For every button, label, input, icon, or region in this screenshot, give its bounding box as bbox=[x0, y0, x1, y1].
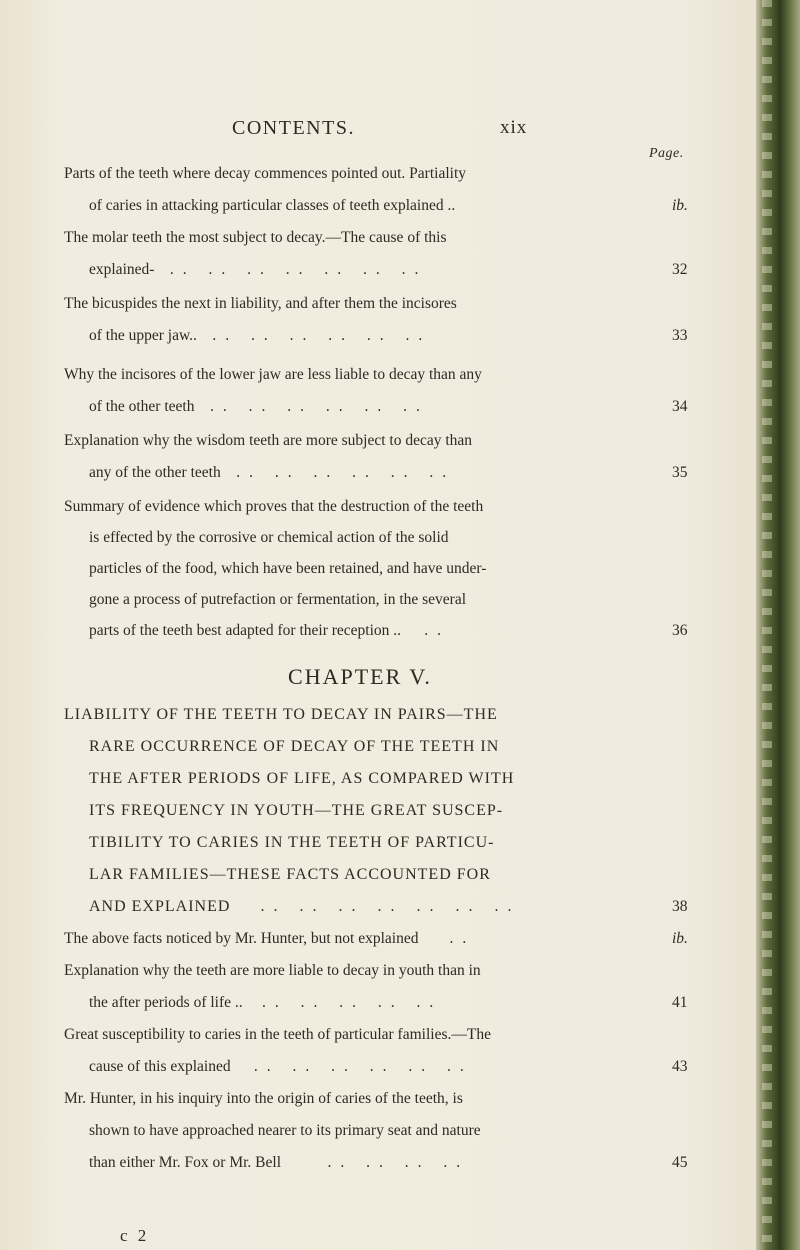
dot-leader: .. .. .. .. .. .. bbox=[209, 398, 429, 415]
toc-entry-line: of the other teeth .. .. .. .. .. .. bbox=[89, 398, 429, 415]
dot-leader: .. bbox=[424, 622, 451, 639]
toc-entry-line: particles of the food, which have been retained, and have under- bbox=[89, 560, 487, 577]
toc-entry-line: The bicuspides the next in liability, and after them the incisores bbox=[64, 295, 457, 312]
toc-entry-line: parts of the teeth best adapted for their reception .. .. bbox=[89, 622, 451, 639]
toc-entry-line: The molar teeth the most subject to decay.—The cause of this bbox=[64, 229, 447, 246]
page-column-label: Page. bbox=[649, 146, 684, 161]
toc-entry-line: the after periods of life .. .. .. .. .. .. bbox=[89, 994, 443, 1011]
toc-page-ref: ib. bbox=[672, 930, 688, 947]
toc-entry-line: Explanation why the teeth are more liable to decay in youth than in bbox=[64, 962, 481, 979]
toc-entry-line: shown to have approached nearer to its primary seat and nature bbox=[89, 1122, 481, 1139]
toc-entry-line: is effected by the corrosive or chemical action of the solid bbox=[89, 529, 449, 546]
signature-mark: c 2 bbox=[120, 1226, 150, 1245]
toc-entry-line: Great susceptibility to caries in the teeth of particular families.—The bbox=[64, 1026, 491, 1043]
toc-page-ref: 32 bbox=[672, 261, 688, 278]
toc-entry-line: Why the incisores of the lower jaw are less liable to decay than any bbox=[64, 366, 482, 383]
chapter-title: CHAPTER V. bbox=[288, 664, 432, 689]
dot-leader: .. .. .. .. .. .. bbox=[253, 1058, 473, 1075]
toc-entry-line: gone a process of putrefaction or fermentation, in the several bbox=[89, 591, 467, 608]
running-title: CONTENTS. bbox=[232, 117, 355, 139]
toc-page-ref: 33 bbox=[672, 327, 688, 344]
toc-entry-line: any of the other teeth .. .. .. .. .. .. bbox=[89, 464, 456, 481]
chapter-heading-line: LIABILITY OF THE TEETH TO DECAY IN PAIRS—THE bbox=[64, 706, 498, 723]
dot-leader: .. .. .. .. bbox=[327, 1154, 470, 1171]
toc-page-ref: 34 bbox=[672, 398, 688, 415]
toc-entry-line: of caries in attacking particular classes of teeth explained .. bbox=[89, 197, 456, 214]
page-number: xix bbox=[500, 117, 528, 138]
toc-entry-line: of the upper jaw.. .. .. .. .. .. .. bbox=[89, 327, 432, 344]
toc-page-ref: ib. bbox=[672, 197, 688, 214]
toc-page-ref: 45 bbox=[672, 1154, 688, 1171]
toc-entry-line: than either Mr. Fox or Mr. Bell .. .. .. .. bbox=[89, 1154, 470, 1171]
page-header bbox=[0, 117, 760, 147]
toc-page-ref: 38 bbox=[672, 898, 688, 915]
dot-leader: .. .. .. .. .. .. bbox=[236, 464, 456, 481]
toc-entry-line: Parts of the teeth where decay commences pointed out. Partiality bbox=[64, 165, 467, 182]
toc-entry-line: Explanation why the wisdom teeth are more subject to decay than bbox=[64, 432, 473, 449]
dot-leader: .. .. .. .. .. .. .. bbox=[260, 898, 521, 915]
toc-entry-line: Mr. Hunter, in his inquiry into the origin of caries of the teeth, is bbox=[64, 1090, 463, 1107]
toc-page-ref: 43 bbox=[672, 1058, 688, 1075]
toc-page-ref: 41 bbox=[672, 994, 688, 1011]
chapter-heading-line: AND EXPLAINED .. .. .. .. .. .. .. bbox=[89, 898, 521, 915]
chapter-heading-line: RARE OCCURRENCE OF DECAY OF THE TEETH IN bbox=[89, 738, 500, 755]
dot-leader: .. .. .. .. .. .. .. bbox=[169, 261, 428, 278]
toc-entry-line: cause of this explained .. .. .. .. .. .. bbox=[89, 1058, 473, 1075]
chapter-heading-line: ITS FREQUENCY IN YOUTH—THE GREAT SUSCEP- bbox=[89, 802, 504, 819]
book-spine-edge bbox=[756, 0, 800, 1250]
dot-leader: .. .. .. .. .. bbox=[262, 994, 443, 1011]
toc-entry-line: explained- .. .. .. .. .. .. .. bbox=[89, 261, 428, 278]
chapter-heading-line: THE AFTER PERIODS OF LIFE, AS COMPARED WITH bbox=[89, 770, 515, 787]
dot-leader: .. bbox=[449, 930, 476, 947]
chapter-heading-line: LAR FAMILIES—THESE FACTS ACCOUNTED FOR bbox=[89, 866, 491, 883]
toc-entry-line: Summary of evidence which proves that the destruction of the teeth bbox=[64, 498, 484, 515]
dot-leader: .. .. .. .. .. .. bbox=[212, 327, 432, 344]
toc-page-ref: 35 bbox=[672, 464, 688, 481]
chapter-heading-line: TIBILITY TO CARIES IN THE TEETH OF PARTICU- bbox=[89, 834, 495, 851]
toc-entry-line: The above facts noticed by Mr. Hunter, but not explained .. bbox=[64, 930, 476, 947]
toc-page-ref: 36 bbox=[672, 622, 688, 639]
